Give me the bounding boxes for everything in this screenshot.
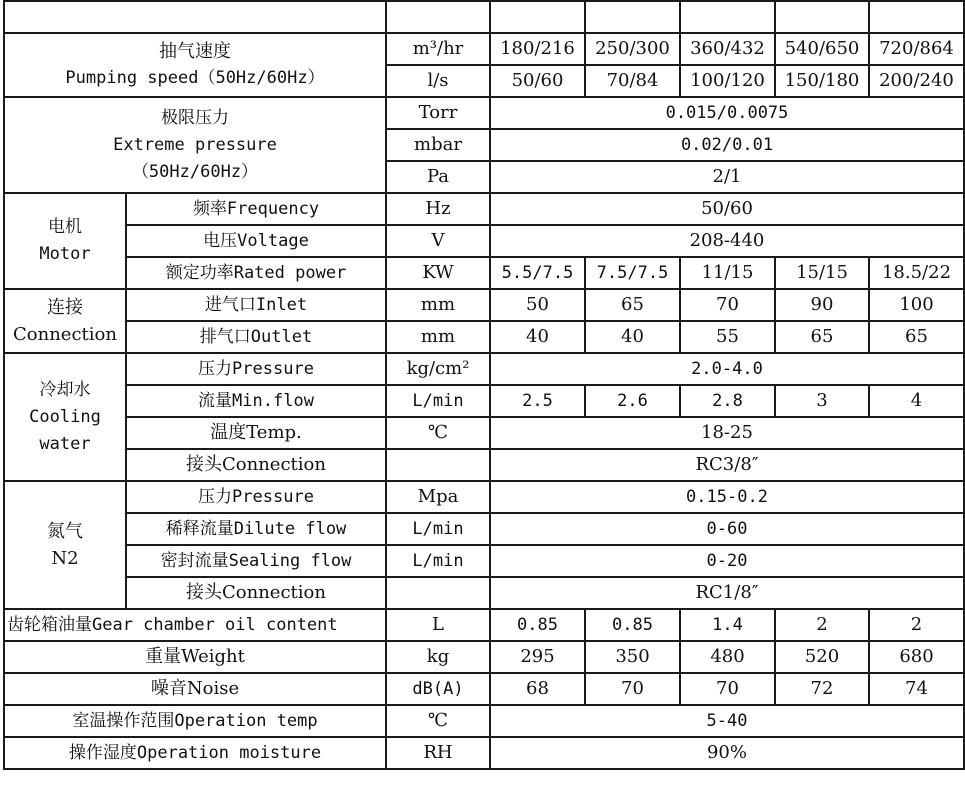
- unit-cell: Torr: [386, 97, 490, 129]
- value-cell: 5.5/7.5: [490, 257, 585, 289]
- value-cell: 55: [680, 321, 775, 353]
- row-label: 操作湿度Operation moisture: [4, 737, 386, 769]
- row-label: 额定功率Rated power: [126, 257, 386, 289]
- unit-cell: L/min: [386, 385, 490, 417]
- value-cell: 360/432: [680, 33, 775, 65]
- extreme-pressure-label-en: Extreme pressure: [113, 134, 277, 155]
- value-cell: 2: [775, 609, 869, 641]
- extreme-pressure-label: [4, 97, 386, 193]
- value-cell: 680: [869, 641, 964, 673]
- pumping-speed-label-en: Pumping speed（50Hz/60Hz）: [65, 68, 325, 88]
- unit-cell: Hz: [386, 193, 490, 225]
- row-label: 室温操作范围Operation temp: [4, 705, 386, 737]
- unit-cell: KW: [386, 257, 490, 289]
- value-cell: 100: [869, 289, 964, 321]
- table-row-motor-voltage: [4, 225, 964, 257]
- row-label: 温度Temp.: [126, 417, 386, 449]
- value-cell: 50/60: [490, 65, 585, 97]
- unit-cell: mm: [386, 321, 490, 353]
- value-cell: 65: [869, 321, 964, 353]
- value-cell: 90%: [490, 737, 964, 769]
- value-cell: 65: [585, 289, 680, 321]
- table-row-n2-sealing-flow: [4, 545, 964, 577]
- motor-label-en: Motor: [39, 244, 91, 264]
- table-row-cooling-connection: [4, 449, 964, 481]
- value-cell: RC1/8″: [490, 577, 964, 609]
- value-cell: 2.6: [585, 385, 680, 417]
- unit-cell: [386, 577, 490, 609]
- row-label: 稀释流量Dilute flow: [126, 513, 386, 545]
- pumping-speed-label-cn: 抽气速度: [159, 41, 231, 62]
- table-row-connection-outlet: [4, 321, 964, 353]
- value-cell: 2: [869, 609, 964, 641]
- row-label: 接头Connection: [126, 577, 386, 609]
- pumping-speed-label: [4, 33, 386, 97]
- value-cell: 90: [775, 289, 869, 321]
- row-label: 电压Voltage: [126, 225, 386, 257]
- value-cell: 70/84: [585, 65, 680, 97]
- value-cell: 0.15-0.2: [490, 481, 964, 513]
- unit-cell: [386, 449, 490, 481]
- row-label: 噪音Noise: [4, 673, 386, 705]
- connection-label-en: Connection: [13, 324, 117, 345]
- value-cell: 70: [585, 673, 680, 705]
- unit-cell: l/s: [386, 65, 490, 97]
- value-cell: 480: [680, 641, 775, 673]
- table-row-gear-oil: [4, 609, 964, 641]
- row-label: 压力Pressure: [126, 353, 386, 385]
- row-label: 压力Pressure: [126, 481, 386, 513]
- table-row-pumping-speed-m3hr: [4, 33, 964, 65]
- unit-cell: L/min: [386, 513, 490, 545]
- value-cell: 208-440: [490, 225, 964, 257]
- unit-cell: ℃: [386, 417, 490, 449]
- table-row-motor-frequency: [4, 193, 964, 225]
- table-row-n2-pressure: [4, 481, 964, 513]
- value-cell: 2.8: [680, 385, 775, 417]
- value-cell: 15/15: [775, 257, 869, 289]
- unit-cell: kg/cm²: [386, 353, 490, 385]
- unit-cell: L/min: [386, 545, 490, 577]
- motor-label: [4, 193, 126, 289]
- row-label: 重量Weight: [4, 641, 386, 673]
- table-row-operation-temp: [4, 705, 964, 737]
- value-cell: 0-20: [490, 545, 964, 577]
- cooling-water-label-en1: Cooling: [29, 406, 101, 427]
- value-cell: 4: [869, 385, 964, 417]
- unit-cell: Mpa: [386, 481, 490, 513]
- row-label: 流量Min.flow: [126, 385, 386, 417]
- table-row-motor-rated-power: [4, 257, 964, 289]
- row-label: 密封流量Sealing flow: [126, 545, 386, 577]
- value-cell: 3: [775, 385, 869, 417]
- table-top-edge: [4, 1, 964, 33]
- unit-cell: ℃: [386, 705, 490, 737]
- value-cell: 520: [775, 641, 869, 673]
- value-cell: RC3/8″: [490, 449, 964, 481]
- value-cell: 200/240: [869, 65, 964, 97]
- unit-cell: dB(A): [386, 673, 490, 705]
- n2-label-en: N2: [51, 548, 79, 569]
- value-cell: 0.85: [490, 609, 585, 641]
- unit-cell: RH: [386, 737, 490, 769]
- specification-table: [3, 0, 965, 770]
- value-cell: 72: [775, 673, 869, 705]
- value-cell: 68: [490, 673, 585, 705]
- value-cell: 2.5: [490, 385, 585, 417]
- value-cell: 0.02/0.01: [490, 129, 964, 161]
- value-cell: 70: [680, 289, 775, 321]
- value-cell: 65: [775, 321, 869, 353]
- table-row-noise: [4, 673, 964, 705]
- table-row-operation-moisture: [4, 737, 964, 769]
- cooling-water-label-cn: 冷却水: [39, 379, 91, 400]
- value-cell: 18-25: [490, 417, 964, 449]
- n2-label: [4, 481, 126, 609]
- value-cell: 40: [585, 321, 680, 353]
- value-cell: 0-60: [490, 513, 964, 545]
- row-label: 进气口Inlet: [126, 289, 386, 321]
- table-row-cooling-pressure: [4, 353, 964, 385]
- row-label: 频率Frequency: [126, 193, 386, 225]
- value-cell: 7.5/7.5: [585, 257, 680, 289]
- value-cell: 11/15: [680, 257, 775, 289]
- connection-label: [4, 289, 126, 353]
- table-row-weight: [4, 641, 964, 673]
- value-cell: 0.85: [585, 609, 680, 641]
- value-cell: 50/60: [490, 193, 964, 225]
- value-cell: 0.015/0.0075: [490, 97, 964, 129]
- value-cell: 180/216: [490, 33, 585, 65]
- unit-cell: m³/hr: [386, 33, 490, 65]
- value-cell: 350: [585, 641, 680, 673]
- table-row-n2-connection: [4, 577, 964, 609]
- value-cell: 100/120: [680, 65, 775, 97]
- value-cell: 1.4: [680, 609, 775, 641]
- row-label: 接头Connection: [126, 449, 386, 481]
- unit-cell: V: [386, 225, 490, 257]
- value-cell: 5-40: [490, 705, 964, 737]
- unit-cell: mbar: [386, 129, 490, 161]
- unit-cell: L: [386, 609, 490, 641]
- row-label: 排气口Outlet: [126, 321, 386, 353]
- cooling-water-label-en2: water: [39, 433, 91, 454]
- value-cell: 720/864: [869, 33, 964, 65]
- table-row-cooling-temp: [4, 417, 964, 449]
- value-cell: 2.0-4.0: [490, 353, 964, 385]
- value-cell: 40: [490, 321, 585, 353]
- value-cell: 150/180: [775, 65, 869, 97]
- value-cell: 295: [490, 641, 585, 673]
- value-cell: 74: [869, 673, 964, 705]
- extreme-pressure-label-freq: （50Hz/60Hz）: [131, 161, 259, 182]
- n2-label-cn: 氮气: [47, 521, 83, 542]
- motor-label-cn: 电机: [48, 217, 82, 237]
- row-label: 齿轮箱油量Gear chamber oil content: [4, 609, 386, 641]
- table-row-extreme-pressure-torr: [4, 97, 964, 129]
- value-cell: 50: [490, 289, 585, 321]
- value-cell: 540/650: [775, 33, 869, 65]
- connection-label-cn: 连接: [47, 297, 83, 318]
- value-cell: 250/300: [585, 33, 680, 65]
- table-row-cooling-min-flow: [4, 385, 964, 417]
- unit-cell: mm: [386, 289, 490, 321]
- unit-cell: kg: [386, 641, 490, 673]
- cooling-water-label: [4, 353, 126, 481]
- value-cell: 2/1: [490, 161, 964, 193]
- value-cell: 18.5/22: [869, 257, 964, 289]
- extreme-pressure-label-cn: 极限压力: [161, 107, 229, 128]
- unit-cell: Pa: [386, 161, 490, 193]
- table-row-connection-inlet: [4, 289, 964, 321]
- value-cell: 70: [680, 673, 775, 705]
- table-row-n2-dilute-flow: [4, 513, 964, 545]
